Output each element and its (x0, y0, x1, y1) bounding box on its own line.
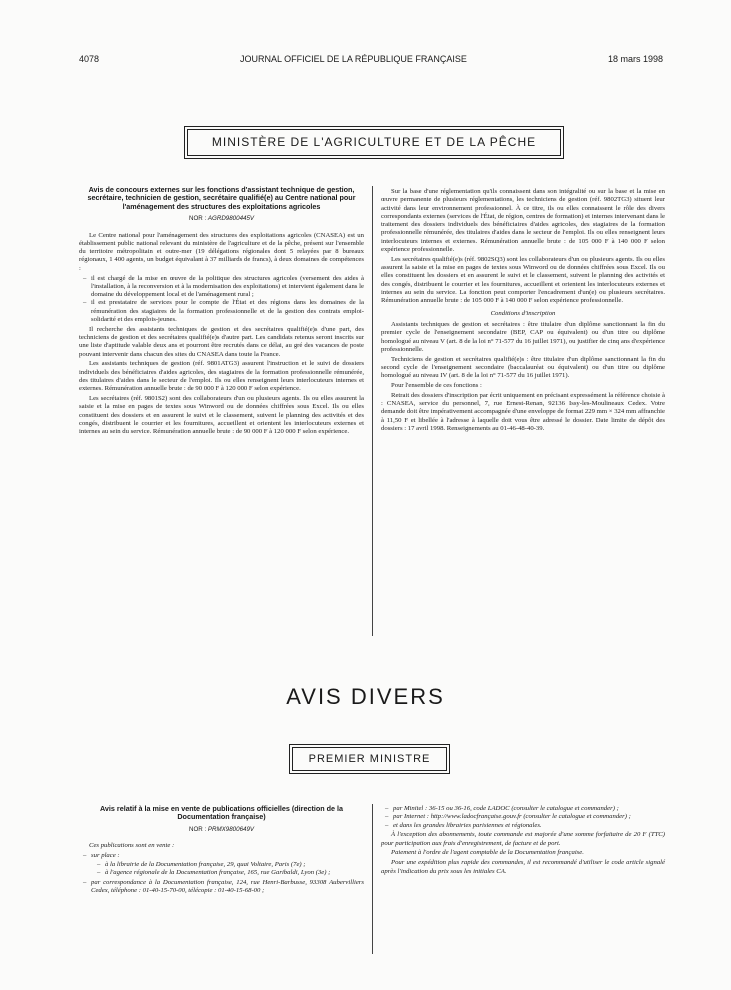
paragraph: Le Centre national pour l'aménagement des structures des exploitations agricoles (CNASEA) est un établissement public national relevant du ministère de l'agriculture et de la pêche, présent sur l'ensemble du territoire métropolitain et outre-mer (19 délégations régionales dont 5 relayées par 8 bureaux régionaux, 1 400 agents, un budget équivalant à 37 milliards de francs), à deux domaines de compétences : (79, 231, 364, 272)
list-item: – par correspondance à la Documentation française, 124, rue Henri-Barbusse, 93308 Aubervilliers Cedex, téléphone : 01-40-15-70-00, télécopie : 01-40-15-68-00 ; (91, 879, 364, 896)
sale-points-list (79, 852, 364, 860)
list-item: – à la librairie de la Documentation française, 29, quai Voltaire, Paris (7e) ; (105, 861, 364, 869)
nor-label: NOR : (188, 215, 207, 223)
order-channels-list (381, 805, 665, 830)
list-item: – à l'agence régionale de la Documentation française, 165, rue Garibaldi, Lyon (3e) ; (105, 869, 364, 877)
list-item: – et dans les grandes librairies parisiennes et régionales. (393, 822, 665, 830)
paragraph: Techniciens de gestion et secrétaires qualifié(e)s : être titulaire d'un diplôme sanctionnant la fin du second cycle de l'enseignement secondaire (baccalauréat ou équivalent) ou d'un titre ou diplôme homologué au niveau IV (art. 8 de la loi n° 71-577 du 16 juillet 1971). (381, 355, 665, 380)
column-divider (372, 804, 373, 954)
list-item: – sur place : (91, 852, 364, 860)
paragraph: Il recherche des assistants techniques de gestion et des secrétaires qualifié(e)s d'une part, des techniciens de gestion et des secrétaires qualifié(e)s d'autre part. Les candidats retenus seront inscrits sur une liste d'aptitude valable deux ans et pourront être recrutés dans ce délai, au gré des vacances de poste pouvant intervenir dans chacun des sites du CNASEA dans toute la France. (79, 325, 364, 358)
nor-code: PRMX9800649V (207, 825, 255, 833)
publications-right-column (381, 805, 665, 877)
paragraph: Paiement à l'ordre de l'agent comptable de la Documentation française. (391, 849, 584, 857)
sale-points-list (79, 879, 364, 896)
paragraph: Les assistants techniques de gestion (réf. 9801ATG3) assurent l'instruction et le suivi de dossiers individuels des bénéficiaires d'aides agricoles, des stagiaires de la formation professionnelle rémunérée, des titulaires d'aides dans le secteur de l'emploi. Ils ou elles renseignent leurs interlocuteurs internes et externes. Rémunération annuelle brute : de 90 000 F à 120 000 F selon expérience. (79, 360, 364, 393)
list-item: – par Internet : http://www.ladocfrançaise.gouv.fr (consulter le catalogue et commander) ; (393, 813, 665, 821)
competences-list (79, 275, 364, 325)
paragraph: Assistants techniques de gestion et secrétaires : être titulaire d'un diplôme sanctionnant la fin du premier cycle de l'enseignement secondaire (BEP, CAP ou équivalent) ou d'un titre ou diplôme homologué au niveau V (art. 8 de la loi n° 71-577 du 16 juillet 1971), ou justifier de cinq ans d'expérience professionnelle. (381, 320, 665, 353)
sale-points-sublist (79, 861, 364, 878)
page-number: 4078 (79, 54, 100, 64)
issue-date: 18 mars 1998 (608, 54, 664, 64)
ministry-heading-box: MINISTÈRE DE L'AGRICULTURE ET DE LA PÊCHE (187, 129, 561, 156)
avis-divers-heading: AVIS DIVERS (286, 684, 445, 709)
concours-nor (79, 215, 364, 223)
concours-right-column (381, 188, 665, 435)
publications-title: Avis relatif à la mise en vente de publications officielles (direction de la Documentation française) (100, 804, 343, 822)
column-divider (372, 186, 373, 636)
paragraph: Pour une expédition plus rapide des commandes, il est recommandé d'utiliser le code article signalé après l'indication du prix sous les initiales CA. (381, 859, 665, 875)
journal-title: JOURNAL OFFICIEL DE LA RÉPUBLIQUE FRANÇAISE (240, 54, 467, 64)
paragraph: À l'exception des abonnements, toute commande est majorée d'une somme forfaitaire de 20 F (TTC) pour participation aux frais d'enregistrement, de facture et de port. (381, 831, 665, 847)
publications-nor (79, 826, 364, 834)
paragraph: Retrait des dossiers d'inscription par écrit uniquement en précisant expressément la référence choisie à : CNASEA, service du personnel, 7, rue Ernest-Renan, 92136 Issy-les-Moulineaux Cedex. Votre demande doit être impérativement accompagnée d'une enveloppe de format 229 mm × 324 mm affranchie à 11,50 F et libellée à l'adresse à laquelle doit vous être adressé le dossier. Date limite de dépôt des dossiers : 17 avril 1998. Renseignements au 01-46-48-40-39. (381, 391, 665, 433)
concours-title: Avis de concours externes sur les fonctions d'assistant technique de gestion, secrétaire, technicien de gestion, secrétaire qualifié(e) au Centre national pour l'aménagement des structures des exploitations agricoles (87, 185, 356, 211)
paragraph: Les secrétaires qualifié(e)s (réf. 9802SQ3) sont les collaborateurs d'un ou plusieurs agents. Ils ou elles assurent la saisie et la mise en pages de textes sous Winword ou de données chiffrées sous Excel. Ils ou elles constituent les dossiers et en assurent le suivi et le classement, suivent le planning des activités et des congés, distribuent le courrier et les fournitures, accueillent et orientent les interlocuteurs externes et internes au sein du service. La fonction peut comporter l'encadrement d'un(e) ou plusieurs secrétaires. Rémunération annuelle brute : de 105 000 F à 140 000 F selon expérience professionnelle. (381, 255, 665, 305)
nor-code: AGRD9800445V (207, 215, 255, 223)
paragraph: Pour l'ensemble de ces fonctions : (391, 382, 482, 390)
list-item: – par Minitel : 36-15 ou 36-16, code LADOC (consulter le catalogue et commander) ; (393, 805, 665, 813)
concours-left-column (79, 186, 364, 438)
premier-ministre-box: PREMIER MINISTRE (292, 747, 447, 771)
list-item: – il est prestataire de services pour le compte de l'État et des régions dans les domaines de la rémunération des stagiaires de la formation professionnelle et de la gestion des contrats emploi-solidarité et des emplois-jeunes. (91, 299, 364, 324)
list-item: – il est chargé de la mise en œuvre de la politique des structures agricoles (versement des aides à l'installation, à la reconversion et à la modernisation des exploitations) et intervient également dans le domaine du développement local et de l'aménagement rural ; (91, 275, 364, 300)
conditions-heading: Conditions d'inscription (490, 309, 556, 317)
nor-label: NOR : (188, 825, 207, 833)
paragraph: Les secrétaires (réf. 9801S2) sont des collaborateurs d'un ou plusieurs agents. Ils ou elles assurent la saisie et la mise en pages de textes sous Winword ou de données chiffrées sous Excel. Ils ou elles constituent des dossiers et en assurent le suivi et le classement, suivent le planning des activités et des congés, distribuent le courrier et les fournitures, accueillent et orientent les interlocuteurs externes et internes au sein du service. Rémunération annuelle brute : de 90 000 F à 120 000 F selon expérience. (79, 395, 364, 436)
paragraph: Sur la base d'une réglementation qu'ils connaissent dans son intégralité ou sur la base et la mise en œuvre permanente de plusieurs réglementations, les techniciens de gestion (réf. 9802TG3) situent leur activité dans leur environnement professionnel. À ce titre, ils ou elles connaissent le rôle des divers correspondants externes (services de l'État, de région, centres de formation) et internes intervenant dans le traitement des dossiers individuels des bénéficiaires d'aides agricoles, des stagiaires de la formation professionnelle rémunérée, des titulaires d'aides dans le secteur de l'emploi. Ils ou elles renseignent leurs interlocuteurs internes et externes. Rémunération annuelle brute : de 105 000 F à 140 000 F selon expérience professionnelle. (381, 188, 665, 254)
publications-left-column (79, 805, 364, 897)
paragraph: Ces publications sont en vente : (89, 842, 175, 850)
